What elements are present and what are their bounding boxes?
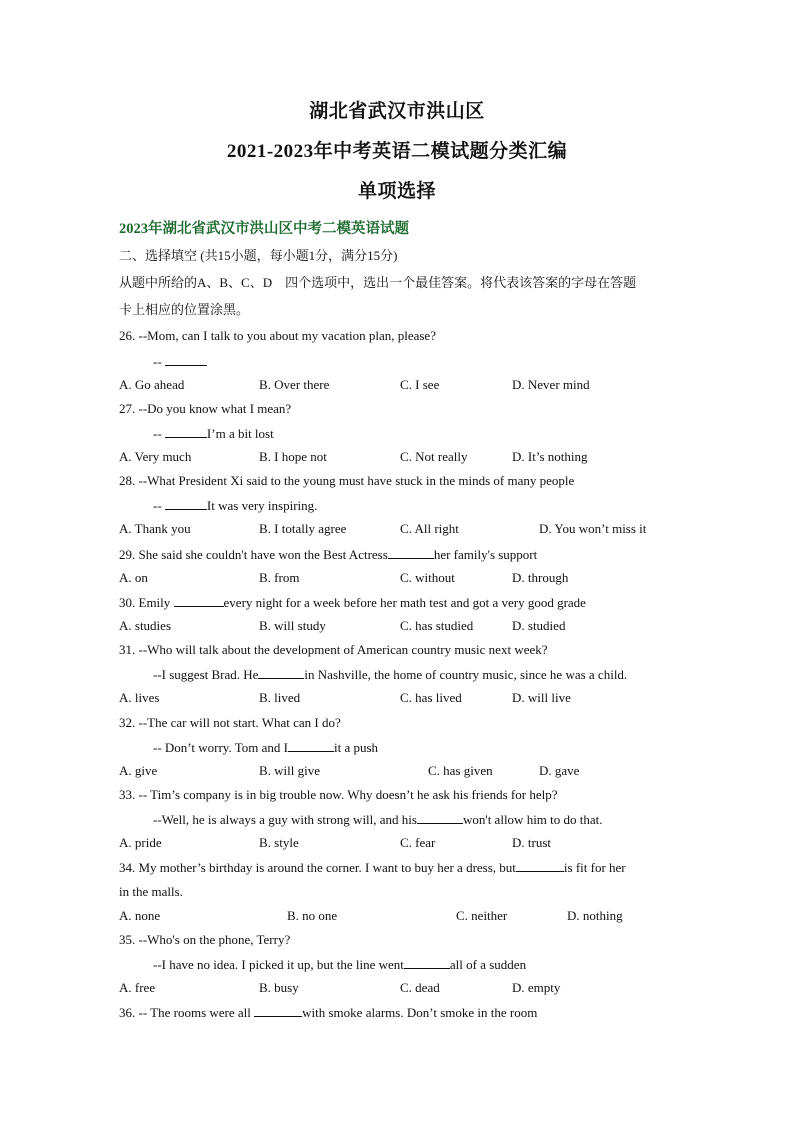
answer-blank xyxy=(288,739,334,752)
q35-option-a: A. free xyxy=(119,980,156,995)
q34-option-c: C. neither xyxy=(456,908,508,923)
question-31-response xyxy=(153,666,627,683)
document-title-category: 单项选择 xyxy=(357,181,436,202)
q31-option-b: B. lived xyxy=(259,690,301,705)
q28-option-b: B. I totally agree xyxy=(259,521,347,536)
answer-blank xyxy=(165,497,207,510)
question-32-stem: 32. --The car will not start. What can I do? xyxy=(119,715,341,730)
q33-option-b: B. style xyxy=(259,835,299,850)
q32-option-c: C. has given xyxy=(428,763,493,778)
q29-option-a: A. on xyxy=(119,570,148,585)
instruction-line-1: 从题中所给的A、B、C、D 四个选项中，选出一个最佳答案。将代表该答案的字母在答题 xyxy=(119,275,637,290)
q30-option-a: A. studies xyxy=(119,618,171,633)
question-36-stem xyxy=(119,1004,537,1021)
question-34-continuation: in the malls. xyxy=(119,884,183,899)
q30-option-b: B. will study xyxy=(259,618,326,633)
q27-option-a: A. Very much xyxy=(119,449,192,464)
stem-text-end: with smoke alarms. Don’t smoke in the room xyxy=(302,1005,538,1020)
part-label: 二、选择填空 (共15小题，每小题1分，满分15分) xyxy=(119,248,398,263)
question-28-stem: 28. --What President Xi said to the young must have stuck in the minds of many people xyxy=(119,473,575,488)
question-26-stem: 26. --Mom, can I talk to you about my vacation plan, please? xyxy=(119,328,436,343)
answer-blank xyxy=(258,666,304,679)
response-prefix: --I suggest Brad. He xyxy=(153,667,259,682)
q27-option-d: D. It’s nothing xyxy=(512,449,588,464)
q27-option-c: C. Not really xyxy=(400,449,468,464)
q34-option-a: A. none xyxy=(119,908,161,923)
stem-text-end: every night for a week before her math test and got a very good grade xyxy=(223,595,586,610)
q33-option-a: A. pride xyxy=(119,835,162,850)
stem-text-end: is fit for her xyxy=(563,860,626,875)
q27-option-b: B. I hope not xyxy=(259,449,327,464)
stem-text: 34. My mother’s birthday is around the corner. I want to buy her a dress, but xyxy=(119,860,516,875)
question-29-stem xyxy=(119,546,537,563)
q28-option-d: D. You won’t miss it xyxy=(539,521,647,536)
question-31-stem: 31. --Who will talk about the development of American country music next week? xyxy=(119,642,548,657)
q29-option-c: C. without xyxy=(400,570,455,585)
question-35-response xyxy=(153,956,526,973)
q29-option-d: D. through xyxy=(512,570,569,585)
q26-option-a: A. Go ahead xyxy=(119,377,185,392)
answer-blank xyxy=(417,811,463,824)
question-26-response xyxy=(153,353,207,370)
response-prefix: --I have no idea. I picked it up, but the line went xyxy=(153,957,404,972)
response-prefix: -- xyxy=(153,354,165,369)
question-35-stem: 35. --Who's on the phone, Terry? xyxy=(119,932,291,947)
q26-option-c: C. I see xyxy=(400,377,440,392)
q35-option-d: D. empty xyxy=(512,980,561,995)
answer-blank xyxy=(404,956,450,969)
question-30-stem xyxy=(119,594,586,611)
stem-text: 36. -- The rooms were all xyxy=(119,1005,255,1020)
q32-option-d: D. gave xyxy=(539,763,580,778)
response-prefix: -- xyxy=(153,498,165,513)
q33-option-d: D. trust xyxy=(512,835,551,850)
question-33-response xyxy=(153,811,603,828)
response-suffix: won't allow him to do that. xyxy=(462,812,603,827)
section-heading: 2023年湖北省武汉市洪山区中考二模英语试题 xyxy=(119,221,409,237)
q32-option-b: B. will give xyxy=(259,763,321,778)
response-suffix: It was very inspiring. xyxy=(206,498,318,513)
q34-option-b: B. no one xyxy=(287,908,338,923)
q34-option-d: D. nothing xyxy=(567,908,623,923)
answer-blank xyxy=(174,594,224,607)
instruction-line-2: 卡上相应的位置涂黑。 xyxy=(119,302,250,317)
q32-option-a: A. give xyxy=(119,763,158,778)
answer-blank xyxy=(388,546,434,559)
response-suffix: in Nashville, the home of country music, since he was a child. xyxy=(304,667,628,682)
q31-option-a: A. lives xyxy=(119,690,160,705)
question-27-response xyxy=(153,425,274,442)
stem-text-end: her family's support xyxy=(433,547,538,562)
q28-option-a: A. Thank you xyxy=(119,521,191,536)
stem-text: 29. She said she couldn't have won the Best Actress xyxy=(119,547,388,562)
q33-option-c: C. fear xyxy=(400,835,436,850)
response-suffix: it a push xyxy=(333,740,379,755)
q30-option-c: C. has studied xyxy=(400,618,474,633)
question-34-stem xyxy=(119,859,626,876)
question-32-response xyxy=(153,739,378,756)
question-28-response xyxy=(153,497,317,514)
q26-option-d: D. Never mind xyxy=(512,377,590,392)
question-27-stem: 27. --Do you know what I mean? xyxy=(119,401,292,416)
response-suffix: all of a sudden xyxy=(449,957,527,972)
question-33-stem: 33. -- Tim’s company is in big trouble now. Why doesn’t he ask his friends for help? xyxy=(119,787,558,802)
q26-option-b: B. Over there xyxy=(259,377,330,392)
document-title-exam: 2021-2023年中考英语二模试题分类汇编 xyxy=(226,141,568,162)
stem-text: 30. Emily xyxy=(119,595,174,610)
q28-option-c: C. All right xyxy=(400,521,459,536)
answer-blank xyxy=(516,859,564,872)
document-title-region: 湖北省武汉市洪山区 xyxy=(309,101,485,122)
response-prefix: -- xyxy=(153,426,165,441)
q35-option-c: C. dead xyxy=(400,980,440,995)
q35-option-b: B. busy xyxy=(259,980,299,995)
response-prefix: -- Don’t worry. Tom and I xyxy=(153,740,288,755)
answer-blank xyxy=(165,353,207,366)
answer-blank xyxy=(254,1004,302,1017)
q30-option-d: D. studied xyxy=(512,618,566,633)
answer-blank xyxy=(165,425,207,438)
response-suffix: I’m a bit lost xyxy=(206,426,274,441)
q31-option-c: C. has lived xyxy=(400,690,462,705)
q29-option-b: B. from xyxy=(259,570,300,585)
response-prefix: --Well, he is always a guy with strong will, and his xyxy=(153,812,417,827)
q31-option-d: D. will live xyxy=(512,690,571,705)
